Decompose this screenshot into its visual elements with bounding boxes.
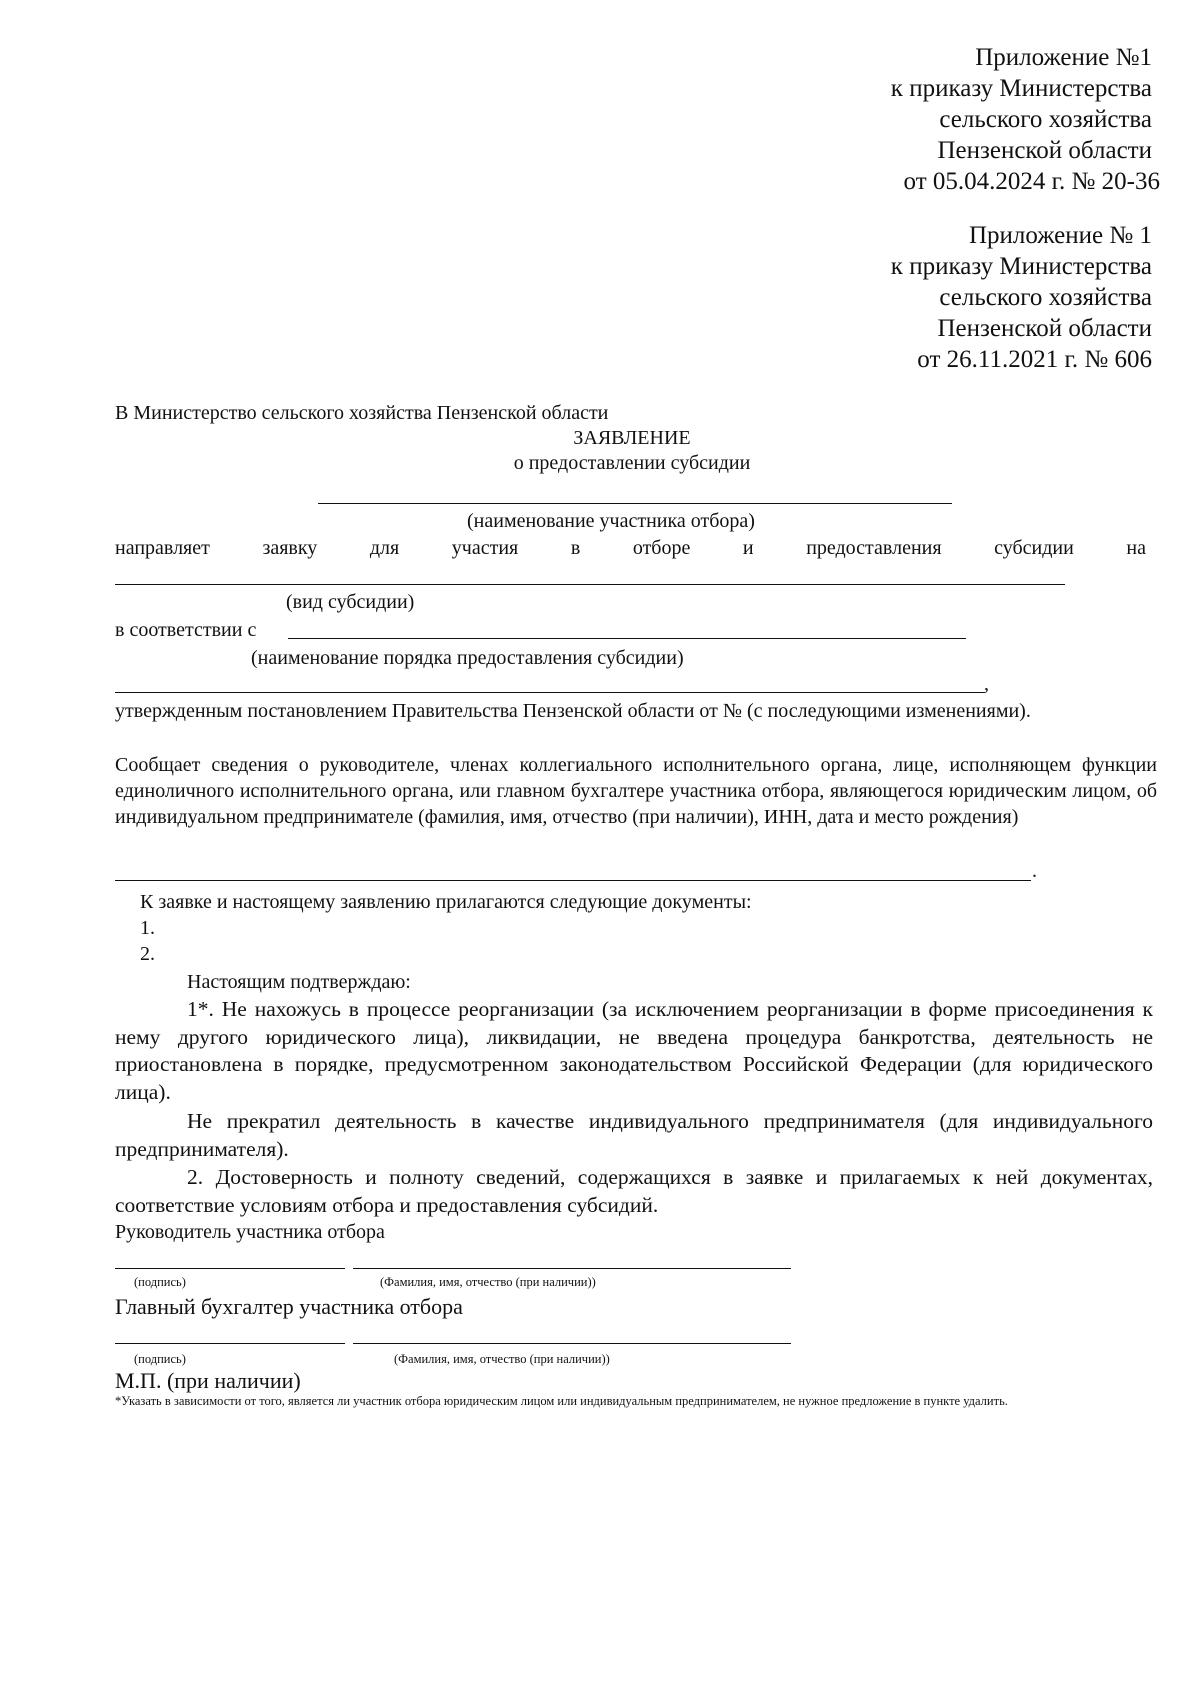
stamp-label: М.П. (при наличии) [115,1368,301,1393]
confirm-item-1b: Не прекратил деятельность в качестве индивидуального предпринимателя (для индивидуального предпринимателя). [115,1109,1153,1161]
annex-number: Приложение № 1 [968,222,1152,249]
head-signature-caption: (подпись) [134,1275,186,1289]
annex-ministry-line: сельского хозяйства [939,106,1152,133]
attachment-item-1: 1. [140,917,155,939]
participant-name-line [318,503,952,504]
procedure-name-line [288,638,966,639]
confirm-intro: Настоящим подтверждаю: [187,971,411,993]
comma: , [984,673,989,695]
head-signature-line [115,1268,345,1269]
word: и [742,537,754,559]
annex-ministry-line: сельского хозяйства [939,284,1152,311]
reports-info-paragraph: Сообщает сведения о руководителе, членах коллегиального исполнительного органа, лице, исполняющем функции единоличного исполнительного органа, или главном бухгалтере участника отбора, являющегося юридическим лицом, об индивидуальном предпринимателе (фамилия, имя, отчество (при наличии), ИНН, дата и место рождения) [115,754,1157,828]
procedure-name-caption: (наименование порядка предоставления субсидии) [251,647,684,669]
period: . [1032,860,1037,882]
attachment-item-2: 2. [140,943,155,965]
head-fio-caption: (Фамилия, имя, отчество (при наличии)) [380,1275,596,1289]
footnote: *Указать в зависимости от того, является ли участник отбора юридическим лицом или индивидуальным предпринимателем, не нужное предложение в пункте удалить. [115,1394,1008,1408]
accountant-signature-caption: (подпись) [134,1352,186,1366]
in-accordance-label: в соответствии с [115,619,257,641]
head-fio-line [353,1268,791,1269]
annex-date-line: от 26.11.2021 г. № 606 [917,346,1152,373]
accountant-fio-line [353,1343,791,1344]
head-label: Руководитель участника отбора [115,1221,385,1243]
word: участия [451,537,519,559]
word: для [369,537,400,559]
annex-order-line: к приказу Министерства [890,253,1152,280]
annex-region-line: Пензенской области [937,137,1152,164]
subsidy-type-caption: (вид субсидии) [286,591,415,613]
accountant-signature-line [115,1343,345,1344]
annex-date-line: от 05.04.2024 г. № 20-36 [903,168,1160,195]
accountant-label: Главный бухгалтер участника отбора [115,1294,463,1319]
document-subtitle: о предоставлении субсидии [513,452,751,474]
attachments-intro: К заявке и настоящему заявлению прилагаются следующие документы: [140,891,752,913]
document-title: ЗАЯВЛЕНИЕ [573,427,691,449]
word: субсидии [994,537,1074,559]
approved-by-paragraph: утвержденным постановлением Правительства Пензенской области от № (с последующими изменениями). [115,700,1031,722]
word: предоставления [806,537,942,559]
word: заявку [262,537,318,559]
annex-number: Приложение №1 [975,44,1152,71]
annex-region-line: Пензенской области [937,315,1152,342]
participant-name-caption: (наименование участника отбора) [467,510,755,532]
confirm-item-1: 1*. Не нахожусь в процессе реорганизации (за исключением реорганизации в форме присоединения к нему другого юридического лица), ликвидации, не введена процедура банкротства, деятельность не приостановлена в порядке, предусмотренном законодательством Российской Федерации (для юридического лица). [115,997,1153,1104]
word: отборе [632,537,691,559]
procedure-continuation-line [115,692,985,693]
confirm-item-2: 2. Достоверность и полноту сведений, содержащихся в заявке и прилагаемых к ней документах, соответствие условиям отбора и предоставления субсидий. [115,1165,1153,1217]
subsidy-type-line [115,584,1065,585]
word: направляет [115,537,210,559]
addressee: В Министерство сельского хозяйства Пензенской области [115,402,609,424]
annex-order-line: к приказу Министерства [890,75,1152,102]
word: в [570,537,581,559]
accountant-fio-caption: (Фамилия, имя, отчество (при наличии)) [394,1352,610,1366]
info-line [115,880,1031,881]
word: на [1126,537,1146,559]
sends-request-line [115,536,1146,560]
